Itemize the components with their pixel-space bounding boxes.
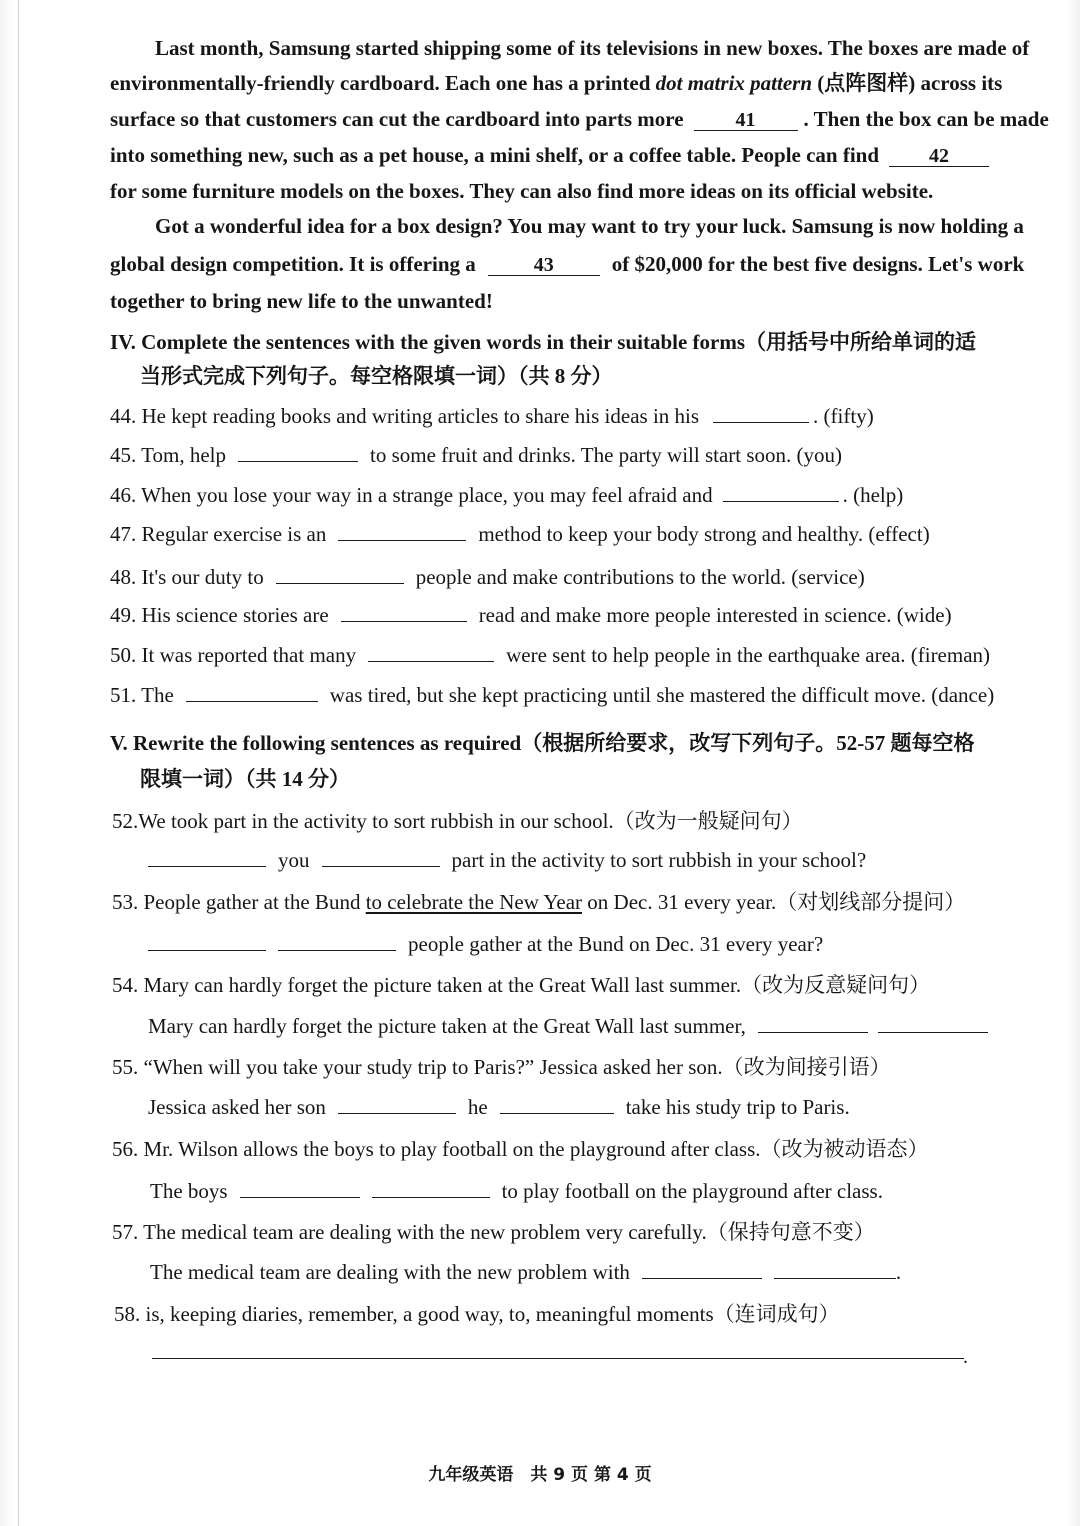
blank-43[interactable]: 43 (488, 255, 600, 276)
answer-blank-48[interactable] (276, 563, 404, 584)
page-footer: 九年级英语 共 9 页 第 4 页 (428, 1465, 652, 1485)
scan-edge (18, 0, 19, 1526)
question-55: 55. “When will you take your study trip to Paris?” Jessica asked her son.（改为间接引语） (112, 1055, 891, 1079)
text: read and make more people interested in science. (wide) (478, 603, 952, 627)
question-45 (110, 441, 842, 469)
answer-blank-51[interactable] (186, 681, 318, 702)
question-54: 54. Mary can hardly forget the picture taken at the Great Wall last summer.（改为反意疑问句） (112, 973, 931, 997)
question-47 (110, 520, 930, 548)
question-52: 52.We took part in the activity to sort rubbish in our school.（改为一般疑问句） (112, 809, 803, 833)
passage-p2-line2 (110, 250, 1024, 278)
text: Mary can hardly forget the picture taken at the Great Wall last summer, (148, 1014, 746, 1038)
text: 53. People gather at the Bund (112, 890, 366, 914)
text: take his study trip to Paris. (625, 1095, 850, 1119)
text: you (278, 848, 310, 872)
question-46 (110, 481, 903, 509)
text: 44. He kept reading books and writing articles to share his ideas in his (110, 404, 700, 428)
text: The boys (150, 1179, 228, 1203)
answer-blank-54a[interactable] (758, 1012, 868, 1033)
passage-p1-line1: Last month, Samsung started shipping some of its televisions in new boxes. The boxes are made of (155, 36, 1030, 60)
answer-blank-53a[interactable] (148, 930, 266, 951)
text: 51. The (110, 683, 174, 707)
text: part in the activity to sort rubbish in your school? (451, 848, 867, 872)
section5-heading-line1: V. Rewrite the following sentences as required（根据所给要求，改写下列句子。52-57 题每空格 (110, 731, 975, 755)
passage-p1-line4 (110, 141, 995, 169)
text: 50. It was reported that many (110, 643, 357, 667)
question-53 (112, 888, 965, 916)
passage-p2-line1: Got a wonderful idea for a box design? You may want to try your luck. Samsung is now holding a (155, 214, 1024, 238)
text: were sent to help people in the earthquake area. (fireman) (506, 643, 991, 667)
italic-term: dot matrix pattern (655, 71, 812, 95)
text: 46. When you lose your way in a strange place, you may feel afraid and (110, 483, 713, 507)
question-49 (110, 601, 952, 629)
text: 48. It's our duty to (110, 565, 264, 589)
question-56: 56. Mr. Wilson allows the boys to play football on the playground after class.（改为被动语态） (112, 1137, 929, 1161)
question-48 (110, 563, 865, 591)
passage-p1-line5: for some furniture models on the boxes. They can also find more ideas on its official website. (110, 179, 934, 203)
text: 47. Regular exercise is an (110, 522, 327, 546)
passage-p1-line3 (110, 105, 1049, 133)
text: . (help) (842, 483, 904, 507)
answer-blank-52b[interactable] (322, 846, 440, 867)
underlined-part: to celebrate the New Year (365, 890, 583, 914)
text: . (fifty) (813, 404, 874, 428)
text: method to keep your body strong and healthy. (effect) (478, 522, 930, 546)
answer-56 (150, 1177, 883, 1205)
text: (点阵图样) across its (812, 71, 1003, 95)
answer-blank-47[interactable] (338, 520, 466, 541)
answer-blank-44[interactable] (713, 402, 809, 423)
period-58: . (963, 1346, 968, 1368)
answer-blank-54b[interactable] (878, 1012, 988, 1033)
question-51 (110, 681, 994, 709)
section5-heading-line2: 限填一词）（共 14 分） (140, 767, 350, 791)
question-58: 58. is, keeping diaries, remember, a good way, to, meaningful moments（连词成句） (114, 1302, 840, 1326)
answer-blank-57a[interactable] (642, 1258, 762, 1279)
text: into something new, such as a pet house, a mini shelf, or a coffee table. People can find (110, 143, 880, 167)
answer-blank-57b[interactable] (774, 1258, 896, 1279)
text: Jessica asked her son (148, 1095, 326, 1119)
blank-41[interactable]: 41 (694, 110, 798, 131)
answer-blank-52a[interactable] (148, 846, 266, 867)
question-44 (110, 402, 874, 430)
answer-blank-46[interactable] (723, 481, 839, 502)
text: 45. Tom, help (110, 443, 226, 467)
answer-blank-53b[interactable] (278, 930, 396, 951)
question-50 (110, 641, 990, 669)
answer-blank-56a[interactable] (240, 1177, 360, 1198)
answer-blank-55b[interactable] (500, 1093, 614, 1114)
text: people and make contributions to the world. (service) (415, 565, 865, 589)
section4-heading-line2: 当形式完成下列句子。每空格限填一词）（共 8 分） (140, 364, 613, 388)
answer-54 (148, 1012, 988, 1040)
period: . (895, 1260, 902, 1284)
answer-blank-49[interactable] (341, 601, 467, 622)
section4-heading-line1: IV. Complete the sentences with the given words in their suitable forms（用括号中所给单词的适 (110, 330, 977, 354)
text: surface so that customers can cut the cardboard into parts more (110, 107, 684, 131)
answer-blank-55a[interactable] (338, 1093, 456, 1114)
text: . Then the box can be made (803, 107, 1049, 131)
question-57: 57. The medical team are dealing with the new problem very carefully.（保持句意不变） (112, 1220, 875, 1244)
answer-line-58[interactable] (152, 1358, 964, 1359)
text: he (467, 1095, 488, 1119)
text: 49. His science stories are (110, 603, 329, 627)
text: on Dec. 31 every year.（对划线部分提问） (582, 890, 966, 914)
blank-42[interactable]: 42 (889, 146, 989, 167)
text: people gather at the Bund on Dec. 31 every year? (408, 932, 824, 956)
answer-52 (148, 846, 866, 874)
text: global design competition. It is offering a (110, 252, 476, 276)
passage-p1-line2 (110, 69, 1002, 97)
text: The medical team are dealing with the new problem with (150, 1260, 630, 1284)
passage-p2-line3: together to bring new life to the unwanted! (110, 289, 493, 313)
text: to some fruit and drinks. The party will start soon. (you) (369, 443, 843, 467)
answer-blank-50[interactable] (368, 641, 494, 662)
text: to play football on the playground after class. (501, 1179, 883, 1203)
answer-57 (150, 1258, 901, 1286)
answer-53 (148, 930, 823, 958)
answer-blank-56b[interactable] (372, 1177, 490, 1198)
text: was tired, but she kept practicing until she mastered the difficult move. (dance) (329, 683, 995, 707)
answer-blank-45[interactable] (238, 441, 358, 462)
answer-55 (148, 1093, 850, 1121)
text: of $20,000 for the best five designs. Let's work (611, 252, 1025, 276)
text: environmentally-friendly cardboard. Each one has a printed (110, 71, 656, 95)
